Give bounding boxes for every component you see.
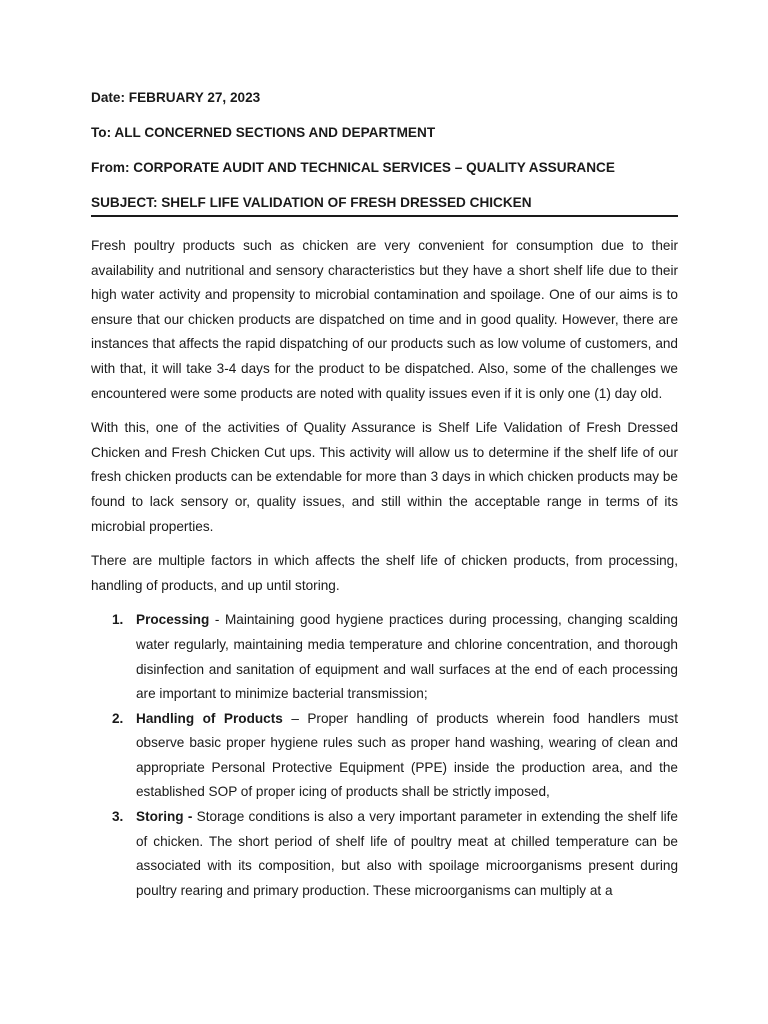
factor-number: 2. — [112, 710, 124, 726]
factor-item-processing — [91, 608, 678, 706]
memo-subject: SUBJECT: SHELF LIFE VALIDATION OF FRESH DRESSED CHICKEN — [91, 193, 678, 217]
factor-text: - Maintaining good hygiene practices during processing, changing scalding water regularly, maintaining media temperature and chlorine concentration, and thorough disinfection and sanitation of equipment and wall surfaces at the end of each processing are important to minimize bacterial transmission; — [136, 612, 678, 702]
memo-page — [91, 88, 678, 903]
factors-list — [91, 608, 678, 903]
body-paragraph-2: With this, one of the activities of Quality Assurance is Shelf Life Validation of Fresh Dressed Chicken and Fresh Chicken Cut ups. This activity will allow us to determine if the shelf life of our fresh chicken products can be extendable for more than 3 days in which chicken products may be found to lack sensory or, quality issues, and still within the acceptable range in terms of its microbial properties. — [91, 420, 678, 534]
factor-term: Handling of Products — [136, 710, 283, 726]
memo-to: To: ALL CONCERNED SECTIONS AND DEPARTMENT — [91, 125, 436, 140]
factor-item-storing — [91, 805, 678, 903]
body-paragraph-3: There are multiple factors in which affects the shelf life of chicken products, from processing, handling of products, and up until storing. — [91, 553, 678, 593]
factor-term: Storing - — [136, 809, 193, 825]
factor-number: 3. — [112, 809, 124, 825]
factor-text: – Proper handling of products wherein food handlers must observe basic proper hygiene rules such as proper hand washing, wearing of clean and appropriate Personal Protective Equipment (PPE) inside the production area, and the established SOP of proper icing of products shall be strictly imposed, — [136, 710, 678, 800]
factor-term: Processing — [136, 612, 210, 628]
memo-date: Date: FEBRUARY 27, 2023 — [91, 90, 261, 105]
factor-item-handling — [91, 707, 678, 805]
factor-number: 1. — [112, 612, 124, 628]
body-paragraph-1: Fresh poultry products such as chicken are very convenient for consumption due to their availability and nutritional and sensory characteristics but they have a short shelf life due to their high water activity and propensity to microbial contamination and spoilage. One of our aims is to ensure that our chicken products are dispatched on time and in good quality. However, there are instances that affects the rapid dispatching of our products such as low volume of customers, and with that, it will take 3-4 days for the product to be dispatched. Also, some of the challenges we encountered were some products are noted with quality issues even if it is only one (1) day old. — [91, 238, 678, 401]
factor-text: Storage conditions is also a very important parameter in extending the shelf life of chicken. The short period of shelf life of poultry meat at chilled temperature can be associated with its composition, but also with spoilage microorganisms present during poultry rearing and primary production. These microorganisms can multiply at a — [136, 809, 678, 898]
memo-from: From: CORPORATE AUDIT AND TECHNICAL SERVICES – QUALITY ASSURANCE — [91, 160, 615, 175]
